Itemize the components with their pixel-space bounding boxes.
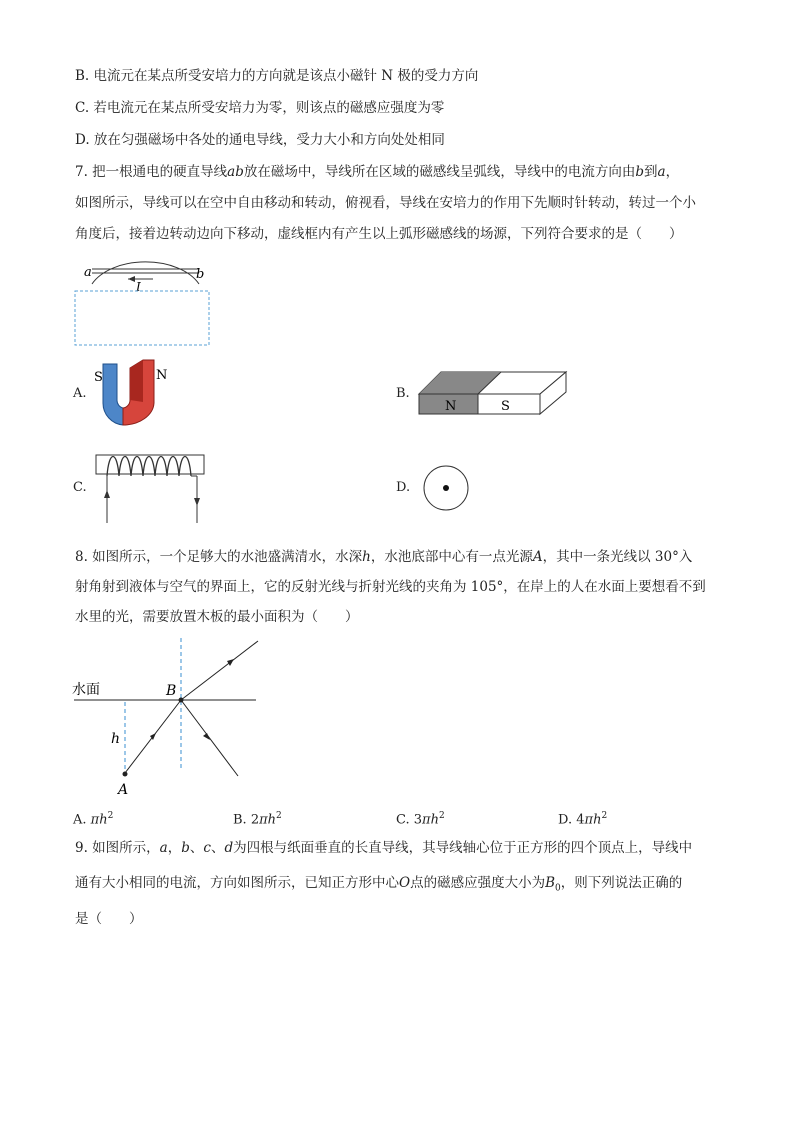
q8-option-c: C. $3\pi h^2$ — [396, 811, 445, 828]
point-b-label: B — [166, 683, 177, 699]
q7-label-i: I — [136, 280, 141, 294]
u-magnet-icon — [90, 356, 170, 430]
wire-out-of-page-icon — [422, 465, 470, 513]
q7-option-b-label: B. — [396, 386, 410, 401]
q7-option-c-label: C. — [73, 480, 87, 495]
u-magnet-n-label: N — [156, 368, 168, 383]
q6-option-c: C. 若电流元在某点所受安培力为零，则该点的磁感应强度为零 — [75, 100, 445, 116]
q9-stem-line3: 是（ ） — [75, 911, 143, 927]
solenoid-icon — [94, 446, 208, 526]
q7-wire-figure — [78, 258, 218, 350]
q8-option-b: B. $2\pi h^2$ — [233, 811, 282, 828]
q7-stem-line2: 如图所示，导线可以在空中自由移动和转动，俯视看，导线在安培力的作用下先顺时针转动，转过一个小 — [75, 195, 696, 211]
q9-stem-line1: 9. 如图所示，a，b、c、d为四根与纸面垂直的长直导线，其导线轴心位于正方形的四个顶点上，导线中 — [75, 840, 693, 856]
q8-stem-line1: 8. 如图所示，一个足够大的水池盛满清水，水深h，水池底部中心有一点光源A，其中一条光线以 30°入 — [75, 549, 693, 565]
q6-option-d: D. 放在匀强磁场中各处的通电导线，受力大小和方向处处相同 — [75, 132, 445, 148]
q7-stem-line1: 7. 把一根通电的硬直导线ab放在磁场中，导线所在区域的磁感线呈弧线，导线中的电流方向由b到a， — [75, 164, 680, 180]
q8-option-a: A. $\pi h^2$ — [73, 811, 114, 828]
q7-stem-line3: 角度后，接着边转动边向下移动，虚线框内有产生以上弧形磁感线的场源，下列符合要求的是（ ） — [75, 226, 683, 242]
q7-option-d-label: D. — [396, 480, 411, 495]
q8-refraction-figure — [70, 636, 270, 801]
q8-option-d: D. $4\pi h^2$ — [558, 811, 608, 828]
q7-label-b: b — [196, 267, 205, 282]
point-a-label: A — [118, 782, 129, 798]
q8-stem-line2: 射角射到液体与空气的界面上，它的反射光线与折射光线的夹角为 105°，在岸上的人在水面上要想看不到 — [75, 579, 706, 595]
u-magnet-s-label: S — [94, 370, 103, 385]
bar-magnet-n-label: N — [445, 399, 457, 414]
water-surface-label: 水面 — [72, 682, 100, 698]
q6-option-b: B. 电流元在某点所受安培力的方向就是该点小磁针 N 极的受力方向 — [75, 68, 479, 84]
bar-magnet-s-label: S — [501, 399, 510, 414]
q7-option-a-label: A. — [73, 386, 87, 401]
bar-magnet-icon — [418, 370, 568, 416]
q8-stem-line3: 水里的光，需要放置木板的最小面积为（ ） — [75, 609, 359, 625]
q9-stem-line2: 通有大小相同的电流，方向如图所示，已知正方形中心O点的磁感应强度大小为$B_0$，则下列说法正确的 — [75, 875, 683, 894]
q7-label-a: a — [84, 265, 92, 280]
depth-h-label: h — [111, 731, 121, 747]
q7-dashed-box — [75, 291, 209, 345]
